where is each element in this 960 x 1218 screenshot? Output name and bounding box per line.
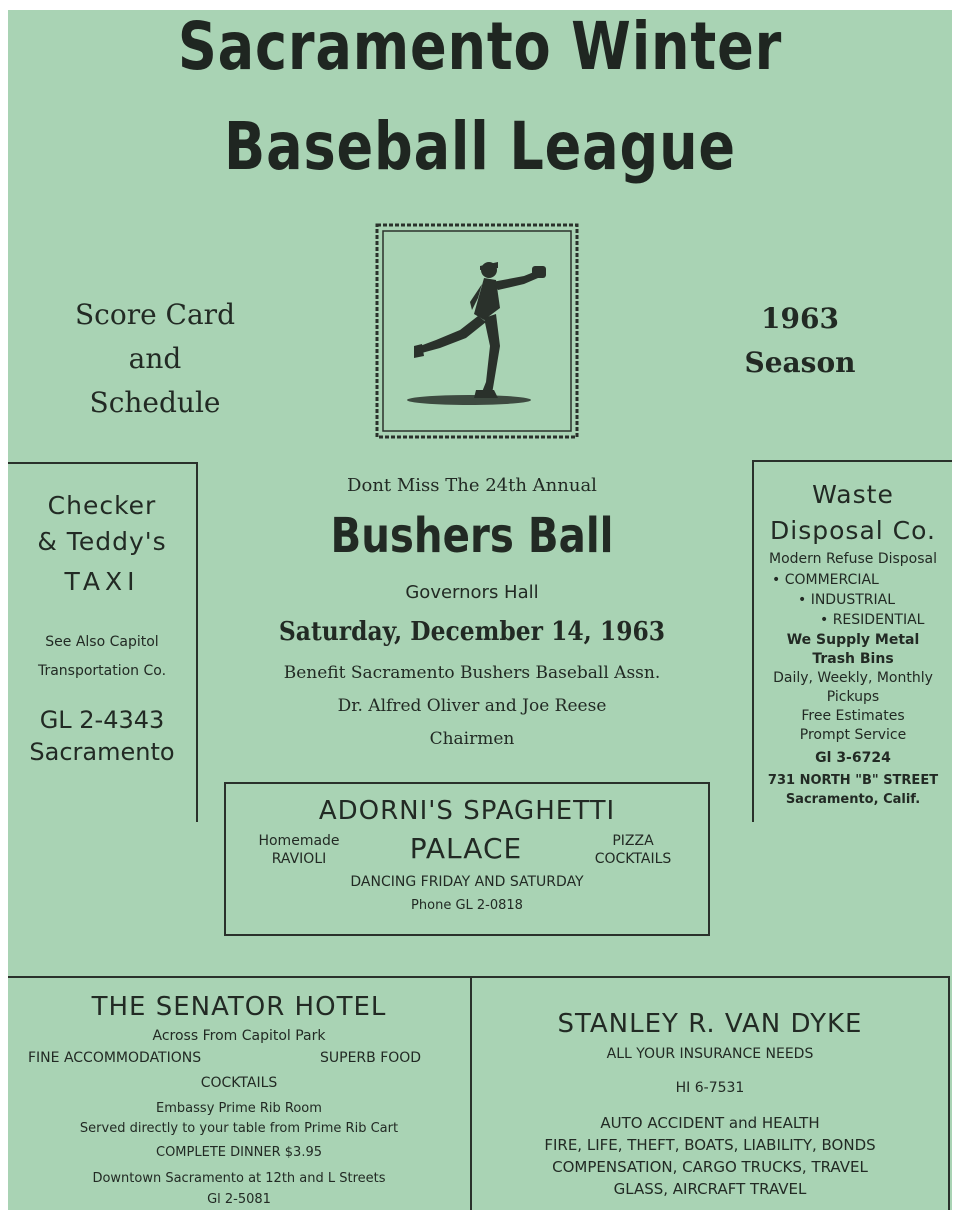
waste-pickup-line2: Pickups: [826, 689, 880, 705]
adorni-palace: PALACE: [409, 832, 523, 865]
bushers-ball-notice: [250, 474, 694, 756]
senator-location: Downtown Sacramento at 12th and L Streets: [92, 1171, 386, 1186]
senator-dinner: COMPLETE DINNER $3.95: [156, 1145, 322, 1160]
pitcher-illustration: [374, 222, 580, 440]
taxi-name-line3: TAXI: [64, 567, 140, 596]
taxi-name-line1: Checker: [47, 491, 157, 520]
taxi-ad: [8, 488, 196, 768]
senator-fine: FINE ACCOMMODATIONS: [28, 1050, 202, 1066]
event-name: Bushers Ball: [330, 508, 614, 564]
scorecard-label: [60, 293, 250, 425]
insurance-line1: AUTO ACCIDENT and HEALTH: [600, 1114, 820, 1132]
scorecard-label-line2: and Schedule: [89, 342, 221, 419]
adorni-ravioli: RAVIOLI: [271, 851, 327, 867]
waste-tagline: Modern Refuse Disposal: [768, 551, 938, 567]
adorni-right: [576, 832, 690, 868]
insurance-line3: COMPENSATION, CARGO TRUCKS, TRAVEL: [552, 1158, 868, 1176]
waste-supply-line1: We Supply Metal: [786, 632, 920, 648]
senator-features: [10, 1046, 468, 1072]
senator-cocktails: COCKTAILS: [200, 1075, 278, 1091]
waste-ad: [754, 476, 952, 810]
waste-service: Prompt Service: [799, 727, 907, 743]
adorni-dancing: DANCING FRIDAY AND SATURDAY: [350, 874, 584, 890]
senator-room: Embassy Prime Rib Room: [156, 1101, 322, 1116]
title-line-1: Sacramento Winter: [177, 8, 783, 85]
waste-ad-top-border: [752, 460, 952, 462]
taxi-ad-top-border: [8, 462, 198, 464]
event-date: Saturday, December 14, 1963: [278, 617, 666, 647]
adorni-left: [244, 832, 354, 868]
adorni-pizza: PIZZA: [612, 833, 654, 849]
senator-phone: Gl 2-5081: [207, 1192, 271, 1207]
waste-estimates: Free Estimates: [801, 708, 905, 724]
waste-pickup-line1: Daily, Weekly, Monthly: [773, 670, 933, 686]
taxi-phone: GL 2-4343: [39, 706, 165, 734]
adorni-cocktails: COCKTAILS: [594, 851, 672, 867]
taxi-note-line2: Transportation Co.: [37, 663, 167, 679]
waste-bullet-commercial: • COMMERCIAL: [772, 572, 879, 588]
insurance-ad: [472, 1004, 948, 1200]
insurance-title: STANLEY R. VAN DYKE: [557, 1009, 863, 1039]
insurance-sub: ALL YOUR INSURANCE NEEDS: [606, 1046, 814, 1062]
insurance-line2: FIRE, LIFE, THEFT, BOATS, LIABILITY, BONDS: [544, 1136, 876, 1154]
title-line-2: Baseball League: [224, 108, 736, 185]
senator-hotel-ad: [10, 988, 468, 1210]
waste-name-line2: Disposal Co.: [770, 516, 936, 545]
waste-bullet-residential: • RESIDENTIAL: [820, 612, 925, 628]
senator-food: SUPERB FOOD: [320, 1050, 422, 1066]
event-chairs: Dr. Alfred Oliver and Joe Reese: [337, 696, 607, 716]
waste-address: 731 NORTH "B" STREET: [767, 773, 939, 788]
senator-sub: Across From Capitol Park: [152, 1028, 326, 1044]
waste-bullet-industrial: • INDUSTRIAL: [798, 592, 896, 608]
adorni-title: ADORNI'S SPAGHETTI: [318, 796, 616, 826]
insurance-line4: GLASS, AIRCRAFT TRAVEL: [613, 1180, 807, 1198]
taxi-name-line2: & Teddy's: [37, 527, 167, 556]
waste-supply-line2: Trash Bins: [812, 651, 894, 667]
event-benefit: Benefit Sacramento Bushers Baseball Assn.: [283, 663, 661, 683]
adorni-ad: [224, 782, 710, 936]
event-chairs-title: Chairmen: [429, 729, 515, 749]
adorni-phone: Phone GL 2-0818: [411, 898, 523, 913]
waste-name-line1: Waste: [812, 480, 894, 509]
taxi-note-line1: See Also Capitol: [45, 634, 159, 650]
waste-city: Sacramento, Calif.: [785, 792, 921, 807]
taxi-ad-right-border: [196, 462, 198, 822]
season-word: Season: [744, 346, 856, 379]
taxi-city: Sacramento: [29, 738, 175, 766]
scorecard-label-line1: Score Card: [74, 298, 235, 331]
adorni-homemade: Homemade: [258, 833, 340, 849]
bottom-ads-top-border: [8, 976, 950, 978]
season-year: 1963: [761, 302, 839, 335]
event-venue: Governors Hall: [405, 582, 539, 603]
event-intro: Dont Miss The 24th Annual: [347, 475, 597, 496]
insurance-phone: HI 6-7531: [675, 1080, 745, 1096]
bottom-ads-right-border: [948, 976, 950, 1210]
waste-phone: Gl 3-6724: [815, 750, 891, 766]
season-label: [730, 297, 870, 385]
senator-title: THE SENATOR HOTEL: [91, 992, 387, 1022]
senator-served: Served directly to your table from Prime Rib Cart: [79, 1121, 399, 1136]
